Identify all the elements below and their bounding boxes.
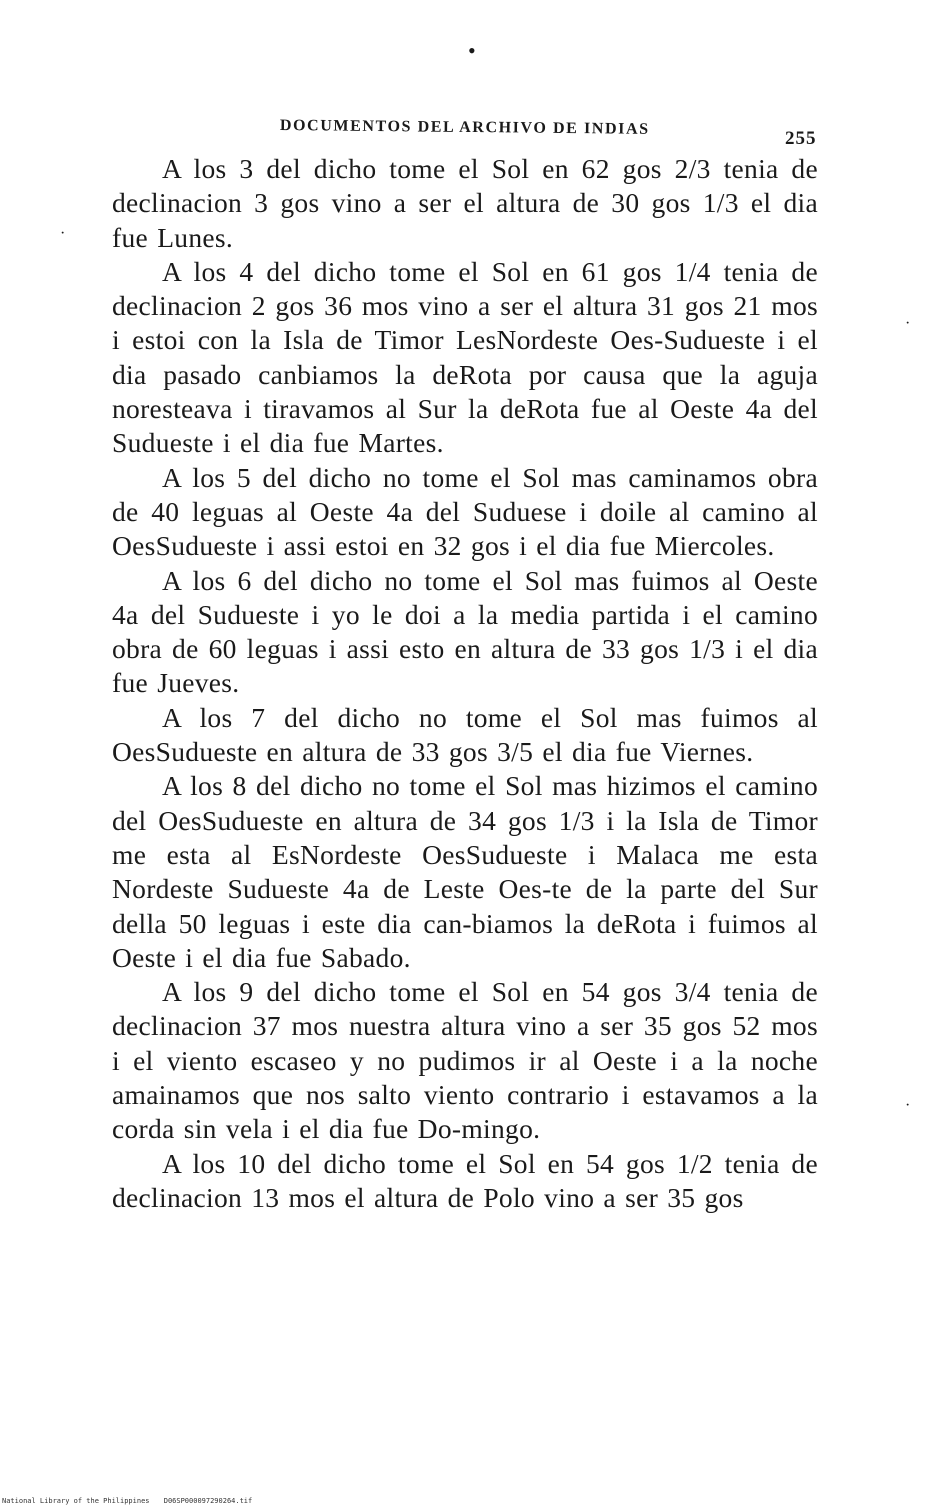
- footer-institution: National Library of the Philippines: [2, 1497, 150, 1505]
- paragraph: A los 3 del dicho tome el Sol en 62 gos 2/3 tenia de declinacion 3 gos vino a ser el altura de 30 gos 1/3 el dia fue Lunes.: [112, 153, 818, 253]
- print-speck: •: [468, 38, 476, 63]
- paragraph: A los 7 del dicho no tome el Sol mas fuimos al OesSudueste en altura de 33 gos 3/5 el dia fue Viernes.: [112, 701, 818, 768]
- print-speck: ·: [60, 225, 66, 242]
- body-text: [112, 152, 818, 1215]
- page-number: 255: [785, 128, 817, 149]
- paragraph: A los 9 del dicho tome el Sol en 54 gos 3/4 tenia de declinacion 37 mos nuestra altura vino a ser 35 gos 52 mos i el viento escaseo y no pudimos ir al Oeste i a la noche amainamos que nos salto viento contrario i estavamos a la corda sin vela i el dia fue Do-mingo.: [112, 976, 818, 1145]
- print-speck: ·: [905, 1097, 911, 1114]
- scan-footer: [2, 1497, 262, 1505]
- paragraph: A los 10 del dicho tome el Sol en 54 gos 1/2 tenia de declinacion 13 mos el altura de Polo vino a ser 35 gos: [112, 1147, 818, 1213]
- footer-file-id: D06SP000097290264.tif: [163, 1497, 253, 1505]
- running-head: DOCUMENTOS DEL ARCHIVO DE INDIAS: [279, 117, 650, 138]
- paragraph: A los 8 del dicho no tome el Sol mas hizimos el camino del OesSudueste en altura de 34 gos 1/3 i la Isla de Timor me esta al EsNordeste OesSudueste i Malaca me esta Nordeste Sudueste 4a de Leste Oes-te de la parte del Sur della 50 leguas i este dia can-biamos la deRota i fuimos al Oeste i el dia fue Sabado.: [112, 770, 818, 973]
- paragraph: A los 4 del dicho tome el Sol en 61 gos 1/4 tenia de declinacion 2 gos 36 mos vino a ser el altura 31 gos 21 mos i estoi con la Isla de Timor LesNordeste Oes-Sudueste i el dia pasado canbiamos la deRota por causa que la aguja noresteava i tiravamos al Sur la deRota fue al Oeste 4a del Sudueste i el dia fue Martes.: [112, 255, 818, 459]
- paragraph: A los 6 del dicho no tome el Sol mas fuimos al Oeste 4a del Sudueste i yo le doi a la media partida i el camino obra de 60 leguas i assi esto en altura de 33 gos 1/3 i el dia fue Jueves.: [112, 564, 818, 699]
- print-speck: ·: [905, 315, 911, 332]
- paragraph: A los 5 del dicho no tome el Sol mas caminamos obra de 40 leguas al Oeste 4a del Suduese i doile al camino al OesSudueste i assi estoi en 32 gos i el dia fue Miercoles.: [112, 461, 818, 562]
